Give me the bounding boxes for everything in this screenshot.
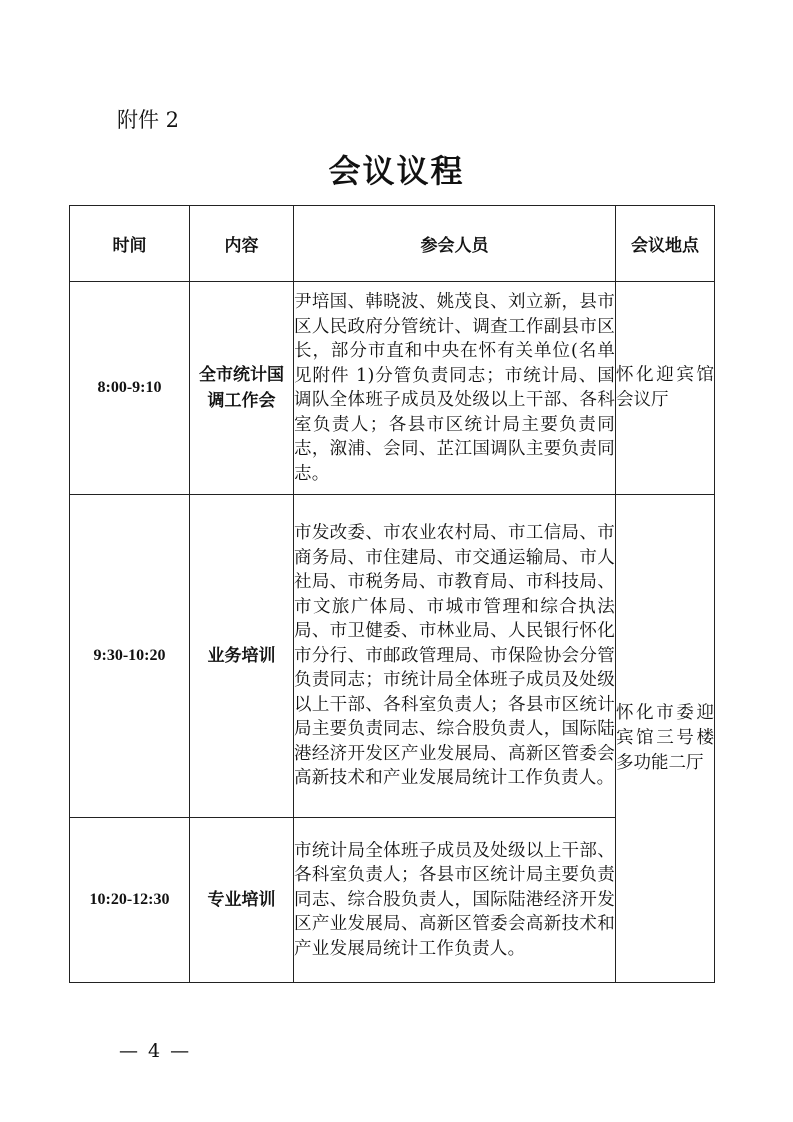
row-attendees: 市统计局全体班子成员及处级以上干部、各科室负责人；各县市区统计局主要负责同志、综合股负责人，国际陆港经济开发区产业发展局、高新区管委会高新技术和产业发展局统计工作负责人。	[294, 818, 616, 983]
row-time: 8:00-9:10	[70, 282, 190, 495]
row-time: 10:20-12:30	[70, 818, 190, 983]
row-location: 怀化市委迎宾馆三号楼多功能二厅	[616, 495, 715, 983]
table-row	[70, 282, 715, 495]
row-content-text: 业务培训	[207, 646, 276, 666]
document-title: 会议议程	[328, 152, 465, 190]
row-location: 怀化迎宾馆会议厅	[616, 282, 715, 495]
header-attendees: 参会人员	[294, 206, 616, 282]
header-content: 内容	[190, 206, 294, 282]
row-attendees: 市发改委、市农业农村局、市工信局、市商务局、市住建局、市交通运输局、市人社局、市税务局、市教育局、市科技局、市文旅广体局、市城市管理和综合执法局、市卫健委、市林业局、人民银行怀化市分行、市邮政管理局、市保险协会分管负责同志；市统计局全体班子成员及处级以上干部、各科室负责人；各县市区统计局主要负责同志、综合股负责人，国际陆港经济开发区产业发展局、高新区管委会高新技术和产业发展局统计工作负责人。	[294, 495, 616, 818]
row-content-text: 专业培训	[207, 890, 276, 910]
attachment-label: 附件 2	[117, 108, 180, 132]
row-content	[190, 495, 294, 818]
table-row	[70, 495, 715, 818]
table-header-row	[70, 206, 715, 282]
row-content	[190, 818, 294, 983]
agenda-table	[69, 205, 715, 983]
row-content	[190, 282, 294, 495]
row-time: 9:30-10:20	[70, 495, 190, 818]
header-time: 时间	[70, 206, 190, 282]
header-location: 会议地点	[616, 206, 715, 282]
page-number: — 4 —	[119, 1040, 192, 1062]
row-content-text: 全市统计国调工作会	[199, 365, 284, 411]
row-attendees: 尹培国、韩晓波、姚茂良、刘立新，县市区人民政府分管统计、调查工作副县市区长，部分市直和中央在怀有关单位(名单见附件 1)分管负责同志；市统计局、国调队全体班子成员及处级以上干部、各科室负责人；各县市区统计局主要负责同志，溆浦、会同、芷江国调队主要负责同志。	[294, 282, 616, 495]
